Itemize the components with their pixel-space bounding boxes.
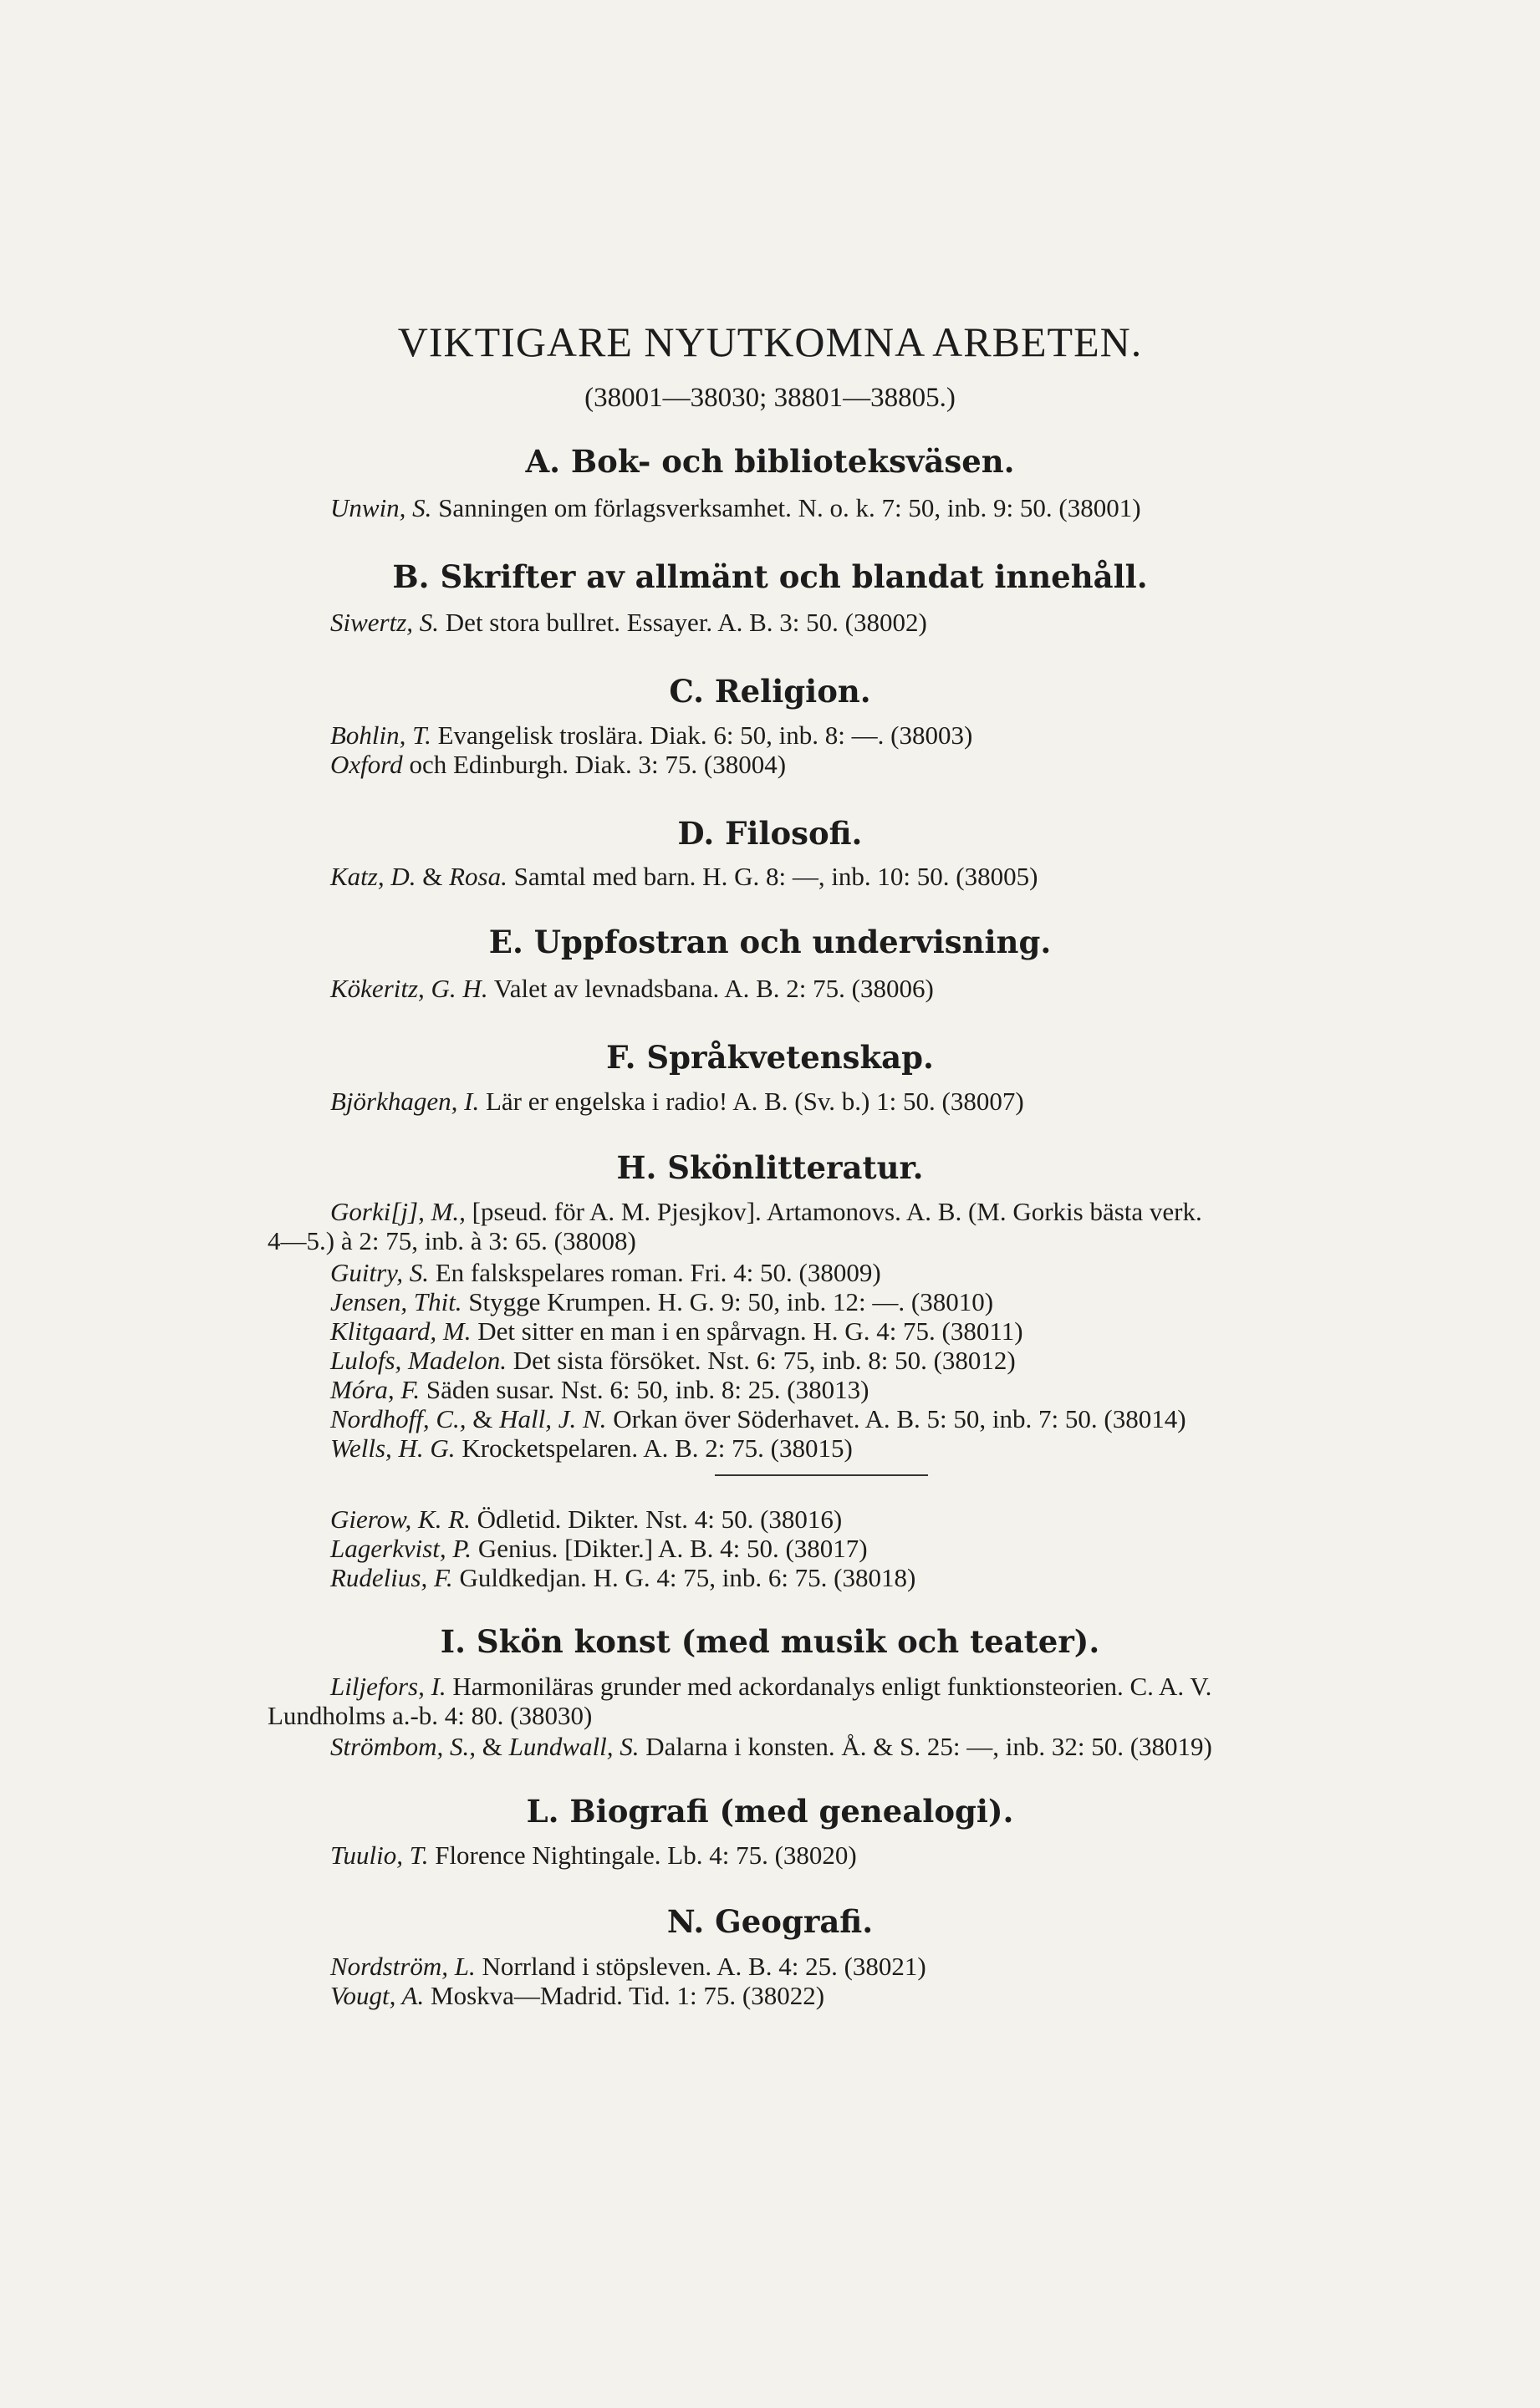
entry-author: Móra, F. — [330, 1375, 421, 1404]
entry-text: Genius. [Dikter.] A. B. 4: 50. (38017) — [477, 1534, 868, 1563]
entry-38008 — [330, 1197, 1202, 1227]
section-heading-d: D. Filosofi. — [677, 815, 863, 852]
entry-38008-continuation: 4—5.) à 2: 75, inb. à 3: 65. (38008) — [268, 1226, 636, 1255]
entry-text: Lär er engelska i radio! A. B. (Sv. b.) 1: 50. (38007) — [485, 1087, 1024, 1116]
section-heading-a: A. Bok- och biblioteksväsen. — [525, 443, 1015, 480]
entry-text: Moskva—Madrid. Tid. 1: 75. (38022) — [431, 1981, 825, 2010]
entry-38005 — [330, 862, 1038, 892]
entry-38020 — [330, 1840, 857, 1871]
entry-text: Det stora bullret. Essayer. A. B. 3: 50. (38002) — [445, 608, 927, 637]
entry-coauthor: Hall, J. N. — [499, 1404, 607, 1433]
entry-author: Gorki[j], M., — [330, 1197, 466, 1226]
entry-author: Strömbom, S., — [330, 1732, 476, 1761]
entry-38019 — [330, 1732, 1212, 1762]
entry-38009 — [330, 1258, 881, 1288]
entry-text: Florence Nightingale. Lb. 4: 75. (38020) — [435, 1840, 857, 1870]
entry-author: Liljefors, I. — [330, 1672, 446, 1701]
entry-38030 — [330, 1672, 1211, 1702]
entry-author: Unwin, S. — [330, 493, 432, 522]
entry-38018 — [330, 1563, 915, 1593]
entry-text: Säden susar. Nst. 6: 50, inb. 8: 25. (38013) — [426, 1375, 869, 1404]
entry-38006 — [330, 974, 934, 1004]
section-heading-b: B. Skrifter av allmänt och blandat innehåll. — [392, 558, 1148, 595]
entry-text: Det sitter en man i en spårvagn. H. G. 4: 75. (38011) — [477, 1316, 1023, 1346]
entry-text: Krocketspelaren. A. B. 2: 75. (38015) — [461, 1433, 853, 1463]
entry-text: Edinburgh. Diak. 3: 75. (38004) — [452, 750, 787, 779]
entry-38003 — [330, 720, 972, 751]
entry-author: Lagerkvist, P. — [330, 1534, 472, 1563]
entry-38001 — [330, 493, 1141, 523]
entry-38011 — [330, 1316, 1023, 1347]
entry-38017 — [330, 1534, 868, 1564]
entry-coauthor: Rosa. — [449, 862, 507, 891]
entry-38022 — [330, 1981, 824, 2011]
entry-connector: & — [472, 1404, 493, 1433]
entry-text: Det sista försöket. Nst. 6: 75, inb. 8: 50. (38012) — [512, 1346, 1016, 1375]
entry-author: Guitry, S. — [330, 1258, 429, 1287]
entry-text: Evangelisk troslära. Diak. 6: 50, inb. 8: —. (38003) — [437, 720, 973, 750]
entry-text: Norrland i stöpsleven. A. B. 4: 25. (38021) — [482, 1952, 926, 1981]
entry-text: Orkan över Söderhavet. A. B. 5: 50, inb. 7: 50. (38014) — [613, 1404, 1186, 1433]
entry-connector: & — [482, 1732, 502, 1761]
entry-38002 — [330, 608, 927, 638]
entry-connector: & — [422, 862, 443, 891]
section-divider — [715, 1474, 928, 1476]
entry-text: [pseud. för A. M. Pjesjkov]. Artamonovs. A. B. (M. Gorkis bästa verk. — [472, 1197, 1202, 1226]
entry-text: Ödletid. Dikter. Nst. 4: 50. (38016) — [477, 1504, 843, 1534]
section-heading-i: I. Skön konst (med musik och teater). — [440, 1623, 1100, 1660]
entry-38012 — [330, 1346, 1016, 1376]
entry-text: Sanningen om förlagsverksamhet. N. o. k. 7: 50, inb. 9: 50. (38001) — [438, 493, 1141, 522]
entry-38030-continuation: Lundholms a.-b. 4: 80. (38030) — [268, 1701, 593, 1730]
entry-author: Björkhagen, I. — [330, 1087, 480, 1116]
section-heading-e: E. Uppfostran och undervisning. — [488, 924, 1052, 960]
entry-author: Klitgaard, M. — [330, 1316, 472, 1346]
entry-connector: och — [409, 750, 447, 779]
entry-author: Gierow, K. R. — [330, 1504, 471, 1534]
entry-38021 — [330, 1952, 926, 1982]
entry-text: Valet av levnadsbana. A. B. 2: 75. (38006) — [493, 974, 934, 1003]
entry-38014 — [330, 1404, 1186, 1434]
entry-38013 — [330, 1375, 869, 1405]
entry-38016 — [330, 1504, 842, 1535]
entry-author: Siwertz, S. — [330, 608, 440, 637]
entry-author: Katz, D. — [330, 862, 416, 891]
section-heading-h: H. Skönlitteratur. — [616, 1149, 924, 1186]
entry-text: Stygge Krumpen. H. G. 9: 50, inb. 12: —. (38010) — [468, 1287, 994, 1316]
entry-author: Kökeritz, G. H. — [330, 974, 488, 1003]
number-range: (38001—38030; 38801—38805.) — [584, 383, 956, 413]
entry-text: Samtal med barn. H. G. 8: —, inb. 10: 50. (38005) — [513, 862, 1038, 891]
entry-author: Oxford — [330, 750, 403, 779]
entry-author: Rudelius, F. — [330, 1563, 453, 1592]
entry-author: Bohlin, T. — [330, 720, 431, 750]
entry-text: Guldkedjan. H. G. 4: 75, inb. 6: 75. (38018) — [459, 1563, 916, 1592]
entry-author: Vougt, A. — [330, 1981, 425, 2010]
entry-author: Nordström, L. — [330, 1952, 476, 1981]
section-heading-n: N. Geografi. — [666, 1903, 874, 1940]
entry-text: Harmoniläras grunder med ackordanalys enligt funktionsteorien. C. A. V. — [452, 1672, 1212, 1701]
entry-author: Tuulio, T. — [330, 1840, 429, 1870]
entry-author: Jensen, Thit. — [330, 1287, 462, 1316]
entry-author: Nordhoff, C., — [330, 1404, 467, 1433]
section-heading-c: C. Religion. — [669, 673, 871, 710]
entry-text: En falskspelares roman. Fri. 4: 50. (38009) — [435, 1258, 881, 1287]
entry-38004 — [330, 750, 786, 780]
entry-author: Lulofs, Madelon. — [330, 1346, 507, 1375]
entry-38010 — [330, 1287, 993, 1317]
entry-author: Wells, H. G. — [330, 1433, 456, 1463]
section-heading-f: F. Språkvetenskap. — [606, 1039, 934, 1076]
entry-38015 — [330, 1433, 853, 1464]
section-heading-l: L. Biografi (med genealogi). — [526, 1793, 1014, 1830]
page-title: VIKTIGARE NYUTKOMNA ARBETEN. — [397, 318, 1143, 365]
entry-38007 — [330, 1087, 1024, 1117]
entry-coauthor: Lundwall, S. — [508, 1732, 640, 1761]
entry-text: Dalarna i konsten. Å. & S. 25: —, inb. 32: 50. (38019) — [645, 1732, 1212, 1761]
